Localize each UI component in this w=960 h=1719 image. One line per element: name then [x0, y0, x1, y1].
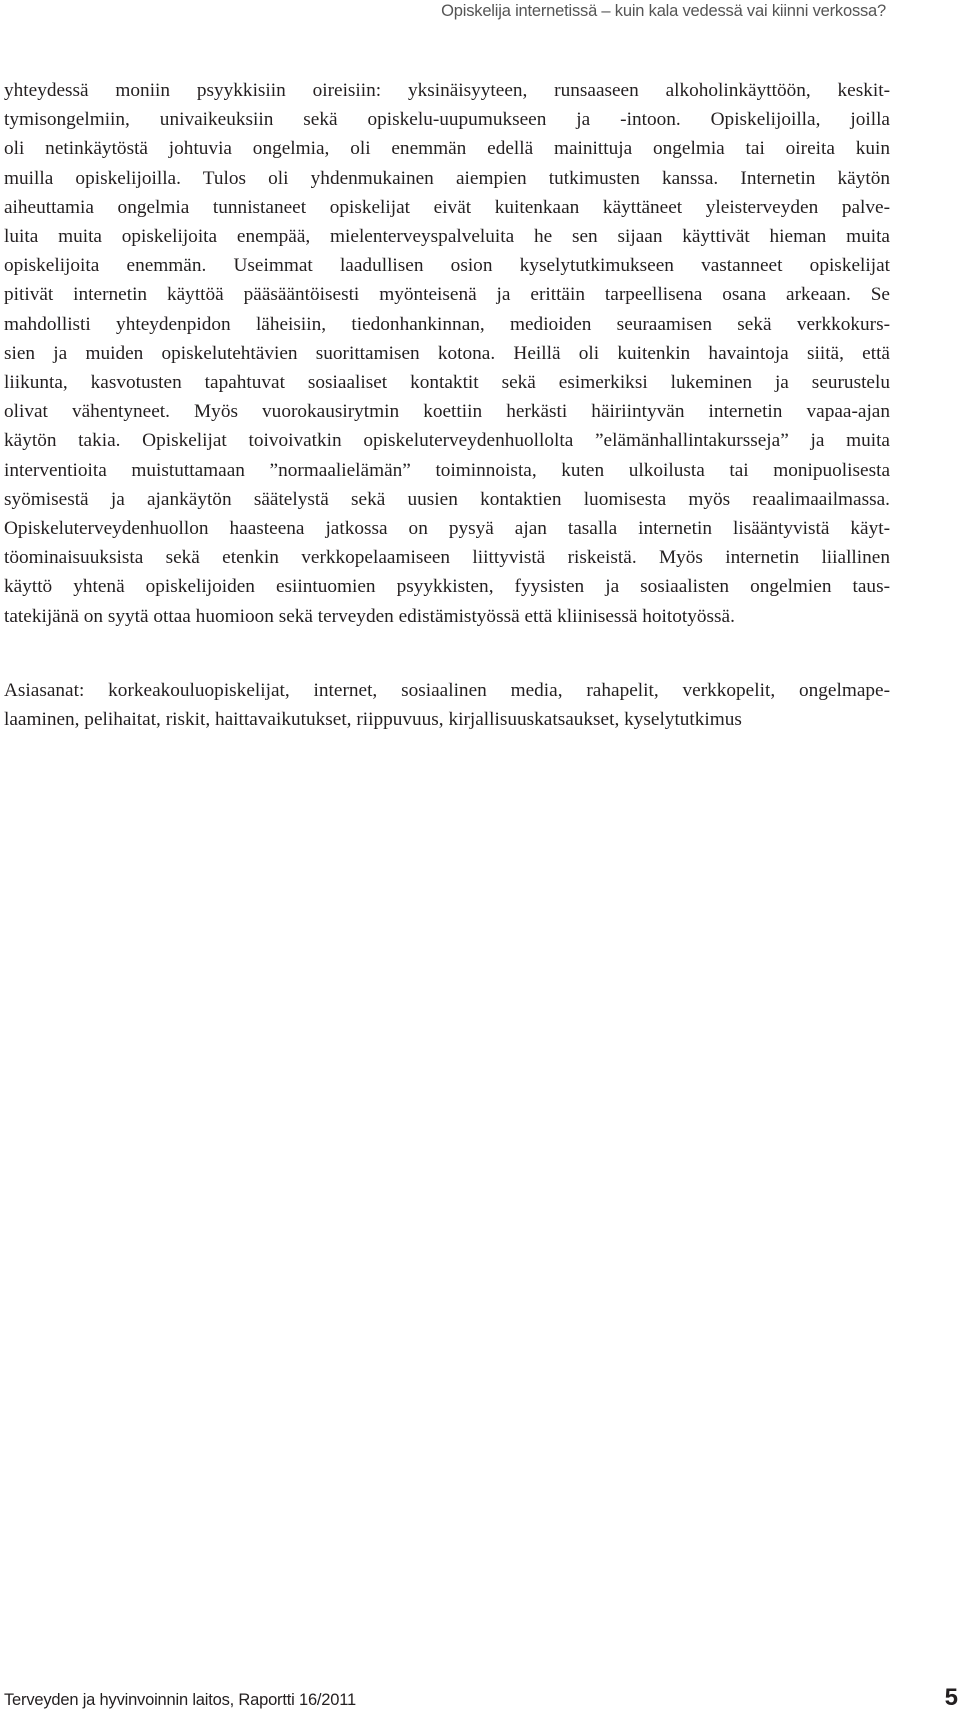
text-line: käytön takia. Opiskelijat toivoivatkin opiskeluterveydenhuollolta ”elämänhallintakursseja” ja muita [4, 430, 890, 452]
text-line: interventioita muistuttamaan ”normaalielämän” toiminnoista, kuten ulkoilusta tai monipuolisesta [4, 459, 890, 481]
text-line: syömisestä ja ajankäytön säätelystä sekä uusien kontaktien luomisesta myös reaalimaailmassa. [4, 488, 890, 510]
text-line: yhteydessä moniin psyykkisiin oireisiin: yksinäisyyteen, runsaaseen alkoholinkäyttöön, keskit- [4, 80, 890, 101]
text-line: oli netinkäytöstä johtuvia ongelmia, oli enemmän edellä mainittuja ongelmia tai oireita kuin [4, 138, 890, 160]
keywords-line: laaminen, pelihaitat, riskit, haittavaikutukset, riippuvuus, kirjallisuuskatsaukset, kyselytutkimus [4, 709, 742, 731]
text-line: muilla opiskelijoilla. Tulos oli yhdenmukainen aiempien tutkimusten kanssa. Internetin käytön [4, 167, 890, 189]
text-line: Opiskeluterveydenhuollon haasteena jatkossa on pysyä ajan tasalla internetin lisääntyvistä käyt- [4, 518, 890, 540]
text-line: käyttö yhtenä opiskelijoiden esiintuomien psyykkisten, fyysisten ja sosiaalisten ongelmien taus- [4, 576, 890, 598]
text-line: liikunta, kasvotusten tapahtuvat sosiaaliset kontaktit sekä esimerkiksi lukeminen ja seurustelu [4, 372, 890, 394]
text-line: tatekijänä on syytä ottaa huomioon sekä terveyden edistämistyössä että kliinisessä hoitotyössä. [4, 605, 735, 627]
keywords-paragraph [4, 676, 890, 734]
text-line: aiheuttamia ongelmia tunnistaneet opiskelijat eivät kuitenkaan käyttäneet yleisterveyden palve- [4, 196, 890, 218]
text-line: mahdollisti yhteydenpidon läheisiin, tiedonhankinnan, medioiden seuraamisen sekä verkkokurs- [4, 313, 890, 335]
body-paragraph [4, 76, 890, 631]
keywords-line: Asiasanat: korkeakouluopiskelijat, internet, sosiaalinen media, rahapelit, verkkopelit, ongelmape- [4, 680, 890, 701]
text-line: töominaisuuksista sekä etenkin verkkopelaamiseen liittyvistä riskeistä. Myös internetin liiallinen [4, 547, 890, 569]
text-line: luita muita opiskelijoita enempää, mielenterveyspalveluita he sen sijaan käyttivät hieman muita [4, 226, 890, 248]
text-line: opiskelijoita enemmän. Useimmat laadullisen osion kyselytutkimukseen vastanneet opiskelijat [4, 255, 890, 277]
text-line: sien ja muiden opiskelutehtävien suorittamisen kotona. Heillä oli kuitenkin havaintoja siitä, että [4, 342, 890, 364]
text-line: tymisongelmiin, univaikeuksiin sekä opiskelu-uupumukseen ja -intoon. Opiskelijoilla, joilla [4, 109, 890, 131]
footer-source: Terveyden ja hyvinvoinnin laitos, Raportti 16/2011 [4, 1691, 356, 1709]
running-header: Opiskelija internetissä – kuin kala vedessä vai kiinni verkossa? [441, 2, 886, 20]
page-number: 5 [944, 1684, 958, 1711]
text-line: pitivät internetin käyttöä pääsääntöisesti myönteisenä ja erittäin tarpeellisena osana arkeaan. Se [4, 284, 890, 306]
text-line: olivat vähentyneet. Myös vuorokausirytmin koettiin herkästi häiriintyvän internetin vapaa-ajan [4, 401, 890, 423]
